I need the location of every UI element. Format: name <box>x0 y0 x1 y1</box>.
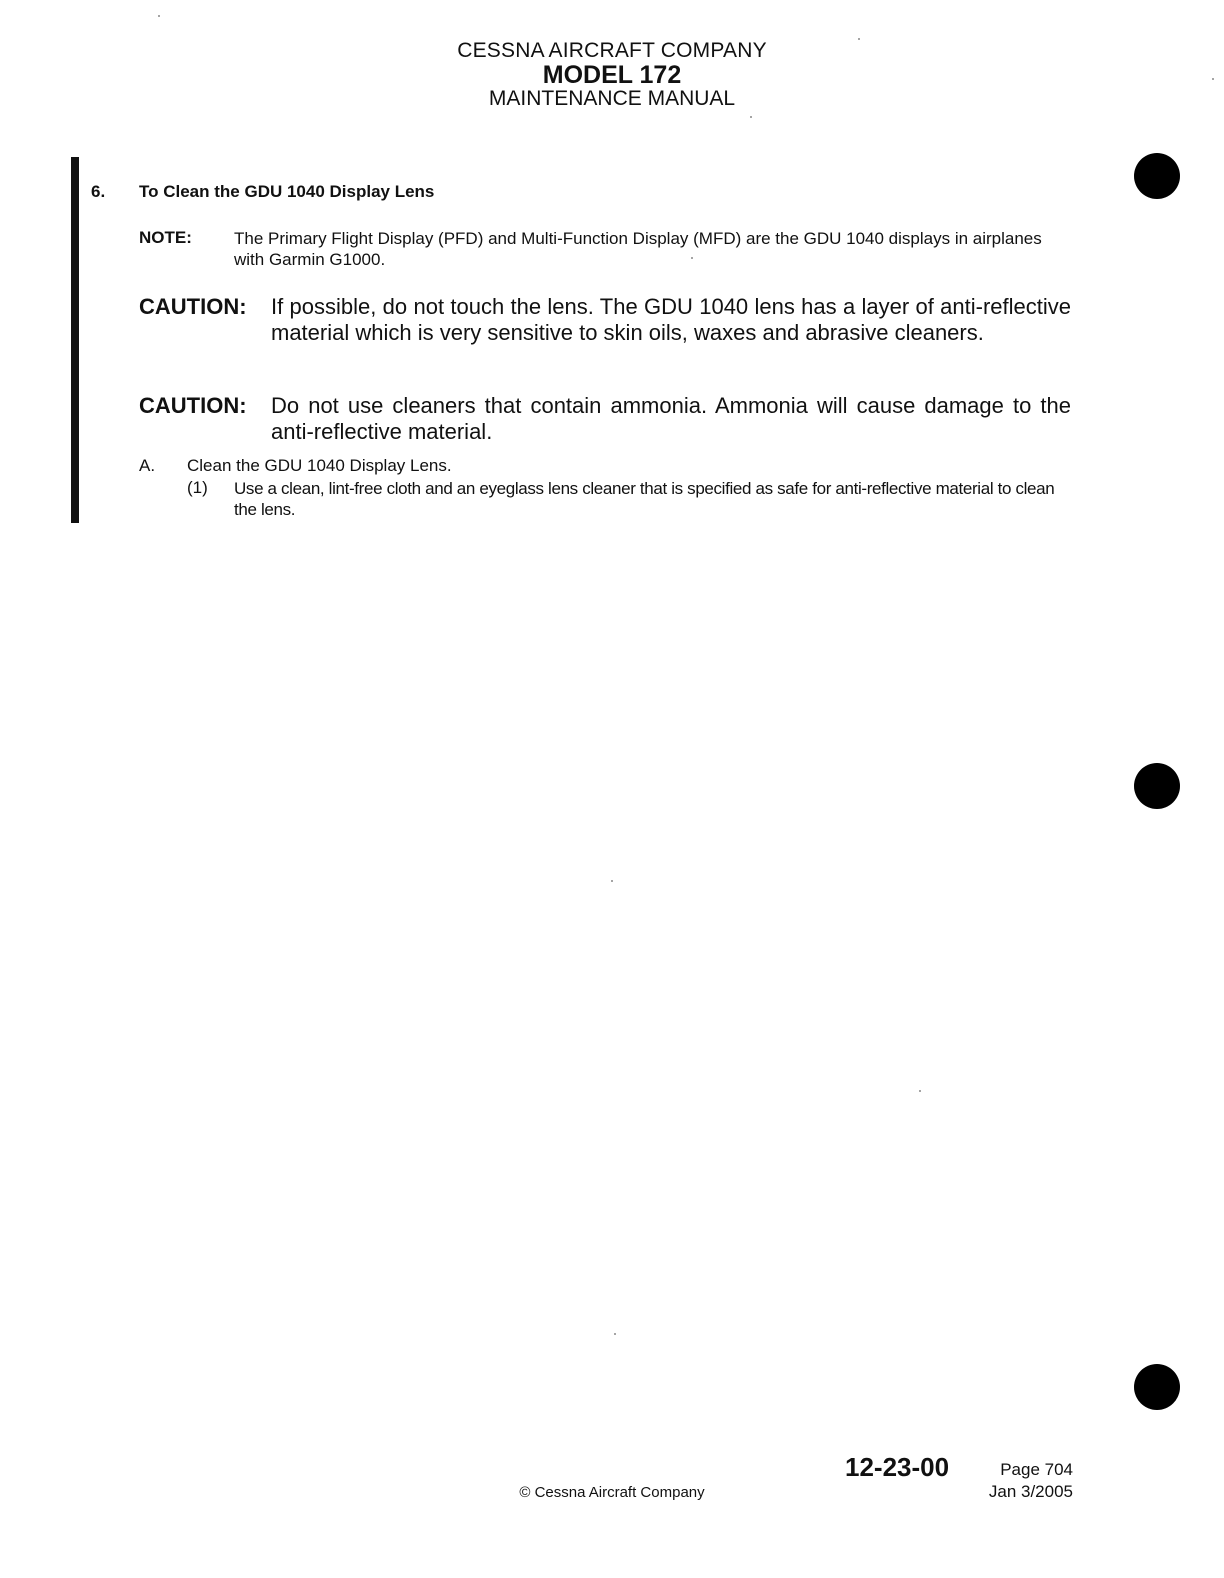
step-a-text: Clean the GDU 1040 Display Lens. <box>187 456 452 475</box>
revision-date: Jan 3/2005 <box>988 1482 1073 1501</box>
chapter-code: 12-23-00 <box>845 1452 950 1482</box>
revision-change-bar <box>71 157 79 523</box>
caution-label-1: CAUTION: <box>139 294 247 319</box>
header-manual: MAINTENANCE MANUAL <box>488 87 736 111</box>
note-text: The Primary Flight Display (PFD) and Multi-Function Display (MFD) are the GDU 1040 displays in airplanes with Garmin G1000. <box>234 229 1042 269</box>
binder-hole-top <box>1134 153 1180 199</box>
note-label: NOTE: <box>139 228 192 247</box>
binder-hole-bottom <box>1134 1364 1180 1410</box>
caution-text-2: Do not use cleaners that contain ammonia. Ammonia will cause damage to the anti-reflective material. <box>271 393 1071 444</box>
step-a-label: A. <box>139 456 156 475</box>
step-1-text: Use a clean, lint-free cloth and an eyeglass lens cleaner that is specified as safe for anti-reflective material to clean the lens. <box>234 479 1055 519</box>
scan-speck <box>1212 78 1214 80</box>
scan-speck <box>611 880 613 882</box>
scan-speck <box>858 38 860 40</box>
step-1-label: (1) <box>187 478 208 497</box>
copyright-notice: © Cessna Aircraft Company <box>519 1484 705 1501</box>
scan-speck <box>691 257 693 259</box>
scan-speck <box>919 1090 921 1092</box>
caution-label-2: CAUTION: <box>139 393 247 418</box>
binder-hole-middle <box>1134 763 1180 809</box>
section-title: To Clean the GDU 1040 Display Lens <box>139 182 435 201</box>
page-number: Page 704 <box>1000 1460 1073 1479</box>
scan-speck <box>158 15 160 17</box>
caution-text-1: If possible, do not touch the lens. The GDU 1040 lens has a layer of anti-reflective material which is very sensitive to skin oils, waxes and abrasive cleaners. <box>271 294 1071 345</box>
header-company: CESSNA AIRCRAFT COMPANY <box>457 39 767 62</box>
scan-speck <box>750 116 752 118</box>
header-model: MODEL 172 <box>542 61 682 90</box>
scan-speck <box>614 1333 616 1335</box>
section-number: 6. <box>91 182 106 201</box>
page-header <box>0 40 1224 110</box>
